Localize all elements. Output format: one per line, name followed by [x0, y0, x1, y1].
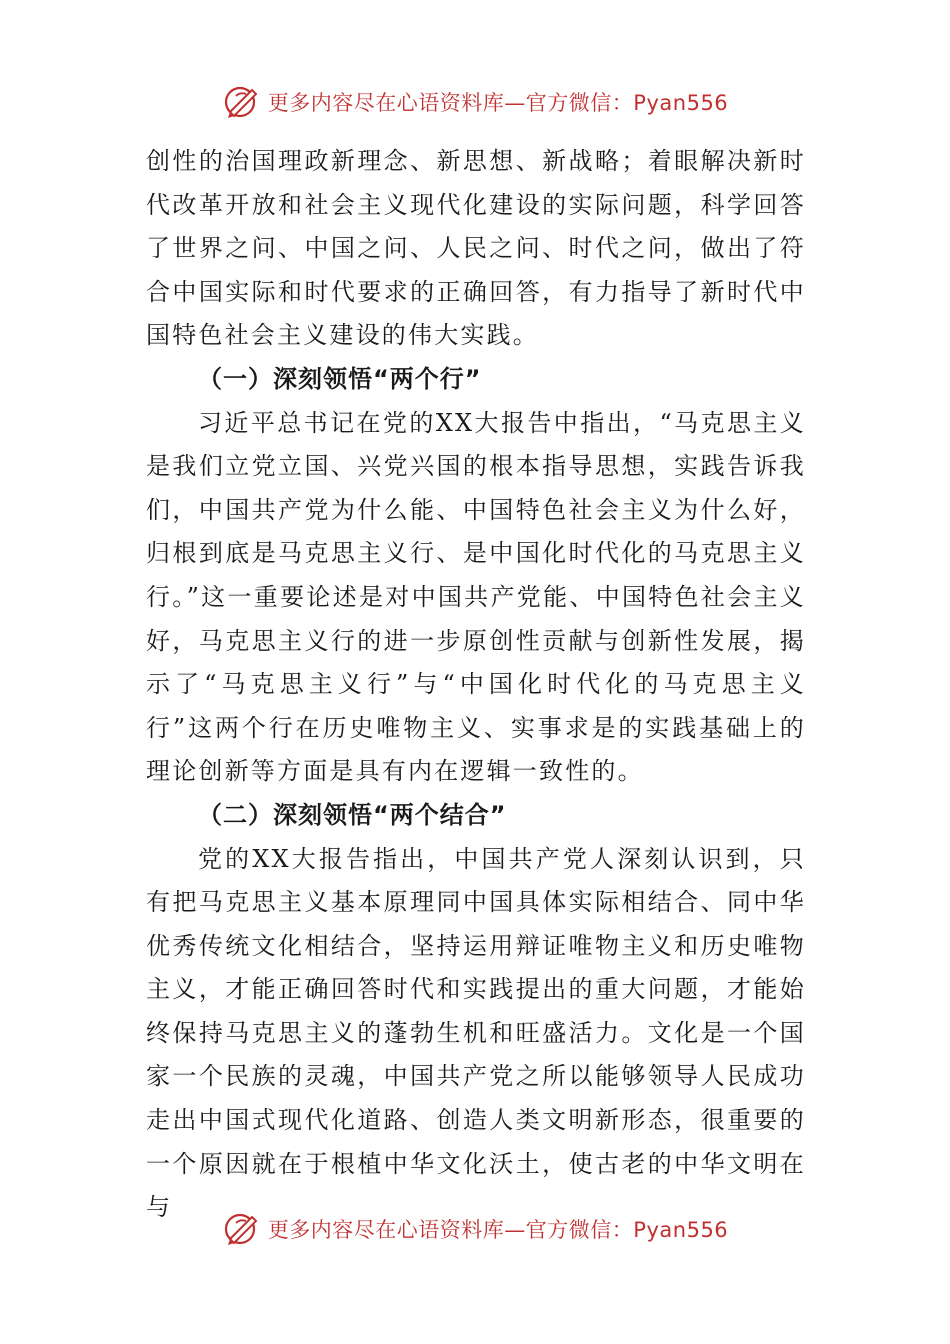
section-heading: （二）深刻领悟“两个结合”	[198, 800, 507, 829]
pen-logo-icon	[222, 82, 262, 122]
footer-banner	[0, 1207, 950, 1251]
header-banner	[0, 80, 950, 124]
paragraph: 党的XX大报告指出，中国共产党人深刻认识到，只有把马克思主义基本原理同中国具体实际相结合、同中华优秀传统文化相结合，坚持运用辩证唯物主义和历史唯物主义，才能正确回答时代和实践提出的重大问题，才能始终保持马克思主义的蓬勃生机和旺盛活力。文化是一个国家一个民族的灵魂，中国共产党之所以能够领导人民成功走出中国式现代化道路、创造人类文明新形态，很重要的一个原因就在于根植中华文化沃土，使古老的中华文明在与	[146, 844, 806, 1222]
paragraph: 习近平总书记在党的XX大报告中指出，“马克思主义是我们立党立国、兴党兴国的根本指导思想，实践告诉我们，中国共产党为什么能、中国特色社会主义为什么好，归根到底是马克思主义行、是中国化时代化的马克思主义行。”这一重要论述是对中国共产党能、中国特色社会主义好，马克思主义行的进一步原创性贡献与创新性发展，揭示了“马克思主义行”与“中国化时代化的马克思主义行”这两个行在历史唯物主义、实事求是的实践基础上的理论创新等方面是具有内在逻辑一致性的。	[146, 408, 806, 786]
banner-text: 更多内容尽在心语资料库—官方微信：Pyan556	[267, 91, 729, 115]
paragraph: 创性的治国理政新理念、新思想、新战略；着眼解决新时代改革开放和社会主义现代化建设的实际问题，科学回答了世界之问、中国之问、人民之问、时代之问，做出了符合中国实际和时代要求的正确回答，有力指导了新时代中国特色社会主义建设的伟大实践。	[146, 147, 806, 350]
document-body	[146, 140, 806, 1230]
pen-logo-icon	[222, 1209, 262, 1249]
section-heading: （一）深刻领悟“两个行”	[198, 364, 482, 393]
banner-text: 更多内容尽在心语资料库—官方微信：Pyan556	[267, 1218, 729, 1242]
